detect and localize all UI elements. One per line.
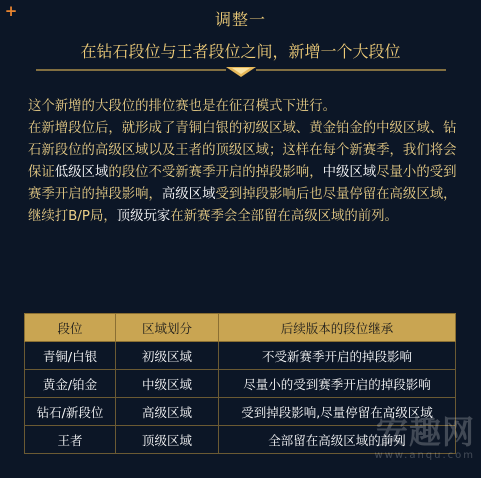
table-header-row [25,314,456,342]
page-title: 调整一 [214,10,266,29]
table-row [25,342,456,370]
table-cell: 初级区域 [116,342,219,370]
table-cell: 青铜/白银 [25,342,116,370]
page-subtitle: 在钻石段位与王者段位之间，新增一个大段位 [80,42,401,61]
column-header-rank: 段位 [25,314,116,342]
body-text-segment: 受到掉段影响后也尽量停留在高级区域，继续打B/P局， [28,187,457,224]
table-row [25,370,456,398]
table-cell: 尽量小的受到赛季开启的掉段影响 [219,370,456,398]
body-text-segment: 这个新增的大段位的排位赛也是在征召模式下进行。 [28,99,336,114]
table-cell: 顶级区域 [116,426,219,454]
body-text-segment: 在新赛季会全部留在高级区域的前列。 [170,209,398,224]
highlight-text: 低级区域 [54,165,109,180]
title-block [0,10,481,62]
body-text-segment: 在新增段位后，就形成了青铜白银的初级区域、黄金铂金的中级区域、钻石新段位的高级区域以及王者的顶级区域；这样在每个新赛季，我们将会保证 [28,121,457,180]
plus-icon: + [4,2,18,20]
column-header-inheritance: 后续版本的段位继承 [219,314,456,342]
description-paragraph [28,96,458,228]
column-header-region: 区域划分 [116,314,219,342]
table-cell: 受到掉段影响,尽量停留在高级区域 [219,398,456,426]
watermark-name: 安趣网 [375,413,475,451]
table-cell: 全部留在高级区域的前列 [219,426,456,454]
table-cell: 高级区域 [116,398,219,426]
table-cell: 钻石/新段位 [25,398,116,426]
body-text-segment: 尽量小的受到赛季开启的掉段影响， [28,165,457,202]
table-cell: 黄金/铂金 [25,370,116,398]
site-watermark-logo [355,414,475,474]
watermark-url: www.anqu.com [374,450,475,461]
body-text-segment: 的段位不受新赛季开启的掉段影响， [108,165,323,180]
highlight-text: 中级区域 [322,165,377,180]
table-cell: 王者 [25,426,116,454]
highlight-text: 顶级玩家 [116,209,171,224]
table-cell: 中级区域 [116,370,219,398]
ornament-divider [36,66,446,78]
table-cell: 不受新赛季开启的掉段影响 [219,342,456,370]
highlight-text: 高级区域 [161,187,216,202]
